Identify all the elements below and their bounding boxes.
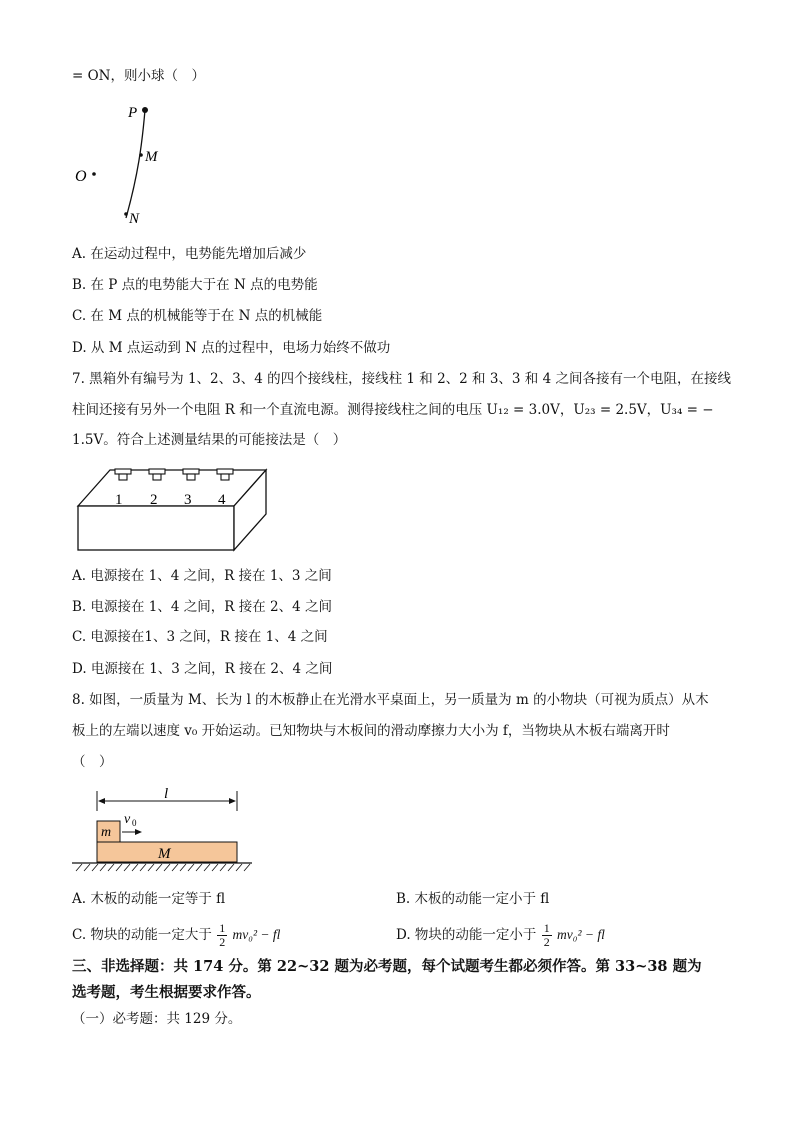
label-m: m bbox=[101, 825, 112, 840]
label-N: N bbox=[129, 211, 140, 227]
q6-option-a: A. 在运动过程中，电势能先增加后减少 bbox=[72, 246, 307, 262]
q7-option-a: A. 电源接在 1、4 之间，R 接在 1、3 之间 bbox=[72, 568, 332, 584]
terminal-label-2: 2 bbox=[150, 492, 158, 508]
section3-subheading: （一）必考题：共 129 分。 bbox=[72, 1011, 242, 1027]
label-M-board: M bbox=[158, 846, 171, 862]
q8-stem-line3: （ ） bbox=[72, 754, 113, 770]
terminal-label-4: 4 bbox=[218, 492, 226, 508]
q7-option-b: B. 电源接在 1、4 之间，R 接在 2、4 之间 bbox=[72, 599, 332, 615]
q6-option-d: D. 从 M 点运动到 N 点的过程中，电场力始终不做功 bbox=[72, 340, 391, 356]
q8-board-block-figure bbox=[72, 785, 258, 879]
q8-option-d bbox=[396, 918, 605, 952]
q8-option-d-prefix: D. 物块的动能一定小于 bbox=[396, 927, 537, 943]
terminal-label-3: 3 bbox=[184, 492, 192, 508]
q8-stem-line2: 板上的左端以速度 v₀ 开始运动。已知物块与木板间的滑动摩擦力大小为 f，当物块从木板右端离开时 bbox=[72, 723, 670, 739]
q8-option-c-prefix: C. 物块的动能一定大于 bbox=[72, 927, 212, 943]
q8-option-c-fraction: $\frac{1}{2}$ bbox=[219, 921, 226, 949]
label-v0-subscript: 0 bbox=[132, 818, 137, 828]
label-v0: v bbox=[124, 812, 131, 827]
q7-stem-line2: 柱间还接有另外一个电阻 R 和一个直流电源。测得接线柱之间的电压 U₁₂ = 3.0V，U₂₃ = 2.5V，U₃₄ = − bbox=[72, 402, 714, 418]
terminal-label-1: 1 bbox=[115, 492, 123, 508]
q7-stem-line1: 7. 黑箱外有编号为 1、2、3、4 的四个接线柱，接线柱 1 和 2、2 和 3、3 和 4 之间各接有一个电阻，在接线 bbox=[72, 371, 731, 387]
label-M: M bbox=[145, 149, 158, 165]
label-O: O bbox=[75, 168, 87, 185]
q8-option-b: B. 木板的动能一定小于 fl bbox=[396, 891, 550, 907]
q8-option-c bbox=[72, 918, 280, 952]
section3-heading-line1: 三、非选择题：共 174 分。第 22~32 题为必考题，每个试题考生都必须作答。第 33~38 题为 bbox=[72, 958, 702, 975]
q8-option-d-expr: mv₀² − fl bbox=[557, 927, 605, 942]
label-l: l bbox=[164, 786, 169, 802]
q8-option-a: A. 木板的动能一定等于 fl bbox=[72, 891, 226, 907]
q6-option-c: C. 在 M 点的机械能等于在 N 点的机械能 bbox=[72, 308, 323, 324]
section3-heading-line2: 选考题，考生根据要求作答。 bbox=[72, 984, 261, 1001]
q7-black-box-figure bbox=[74, 464, 270, 554]
q8-option-c-expr: mv₀² − fl bbox=[232, 927, 281, 942]
q6-option-b: B. 在 P 点的电势能大于在 N 点的电势能 bbox=[72, 277, 318, 293]
q7-stem-line3: 1.5V。符合上述测量结果的可能接法是（ ） bbox=[72, 432, 347, 448]
q6-trajectory-figure bbox=[70, 100, 180, 230]
q6-stem-tail: = ON，则小球（ ） bbox=[72, 68, 205, 84]
q7-option-d: D. 电源接在 1、3 之间，R 接在 2、4 之间 bbox=[72, 661, 333, 677]
label-P: P bbox=[128, 105, 138, 121]
q8-option-d-fraction: $\frac{1}{2}$ bbox=[543, 921, 550, 949]
q7-option-c: C. 电源接在1、3 之间，R 接在 1、4 之间 bbox=[72, 629, 328, 645]
q8-stem-line1: 8. 如图，一质量为 M、长为 l 的木板静止在光滑水平桌面上，另一质量为 m 的小物块（可视为质点）从木 bbox=[72, 692, 709, 708]
